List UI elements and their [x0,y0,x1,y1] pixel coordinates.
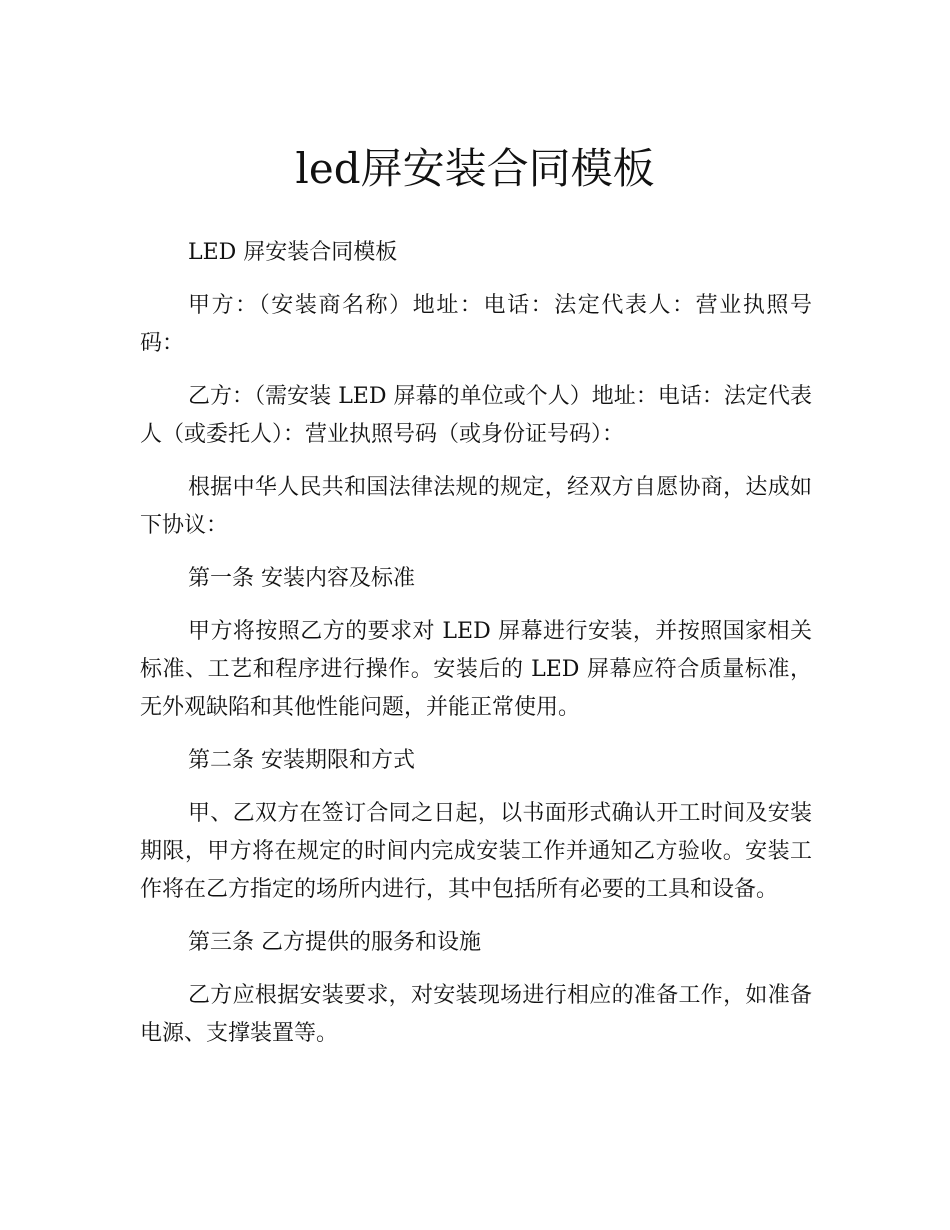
paragraph-party-b: 乙方：（需安装 LED 屏幕的单位或个人）地址：电话：法定代表人（或委托人）：营业执照号码（或身份证号码）： [140,384,812,447]
document-body [140,234,812,1068]
article-3-heading: 第三条 乙方提供的服务和设施 [188,930,481,955]
paragraph-subtitle: LED 屏安装合同模板 [188,240,398,265]
article-2-text: 甲、乙双方在签订合同之日起，以书面形式确认开工时间及安装期限，甲方将在规定的时间内完成安装工作并通知乙方验收。安装工作将在乙方指定的场所内进行，其中包括所有必要的工具和设备。 [140,801,812,902]
article-1-heading: 第一条 安装内容及标准 [188,566,415,591]
article-3-text: 乙方应根据安装要求，对安装现场进行相应的准备工作，如准备电源、支撑装置等。 [140,983,812,1046]
document-title: led屏安装合同模板 [295,144,655,193]
paragraph-preamble: 根据中华人民共和国法律法规的规定，经双方自愿协商，达成如下协议： [140,475,812,538]
article-1-text: 甲方将按照乙方的要求对 LED 屏幕进行安装，并按照国家相关标准、工艺和程序进行操作。安装后的 LED 屏幕应符合质量标准，无外观缺陷和其他性能问题，并能正常使用。 [140,619,812,720]
article-2-heading: 第二条 安装期限和方式 [188,748,415,773]
paragraph-party-a: 甲方：（安装商名称）地址：电话：法定代表人：营业执照号码： [140,293,812,356]
